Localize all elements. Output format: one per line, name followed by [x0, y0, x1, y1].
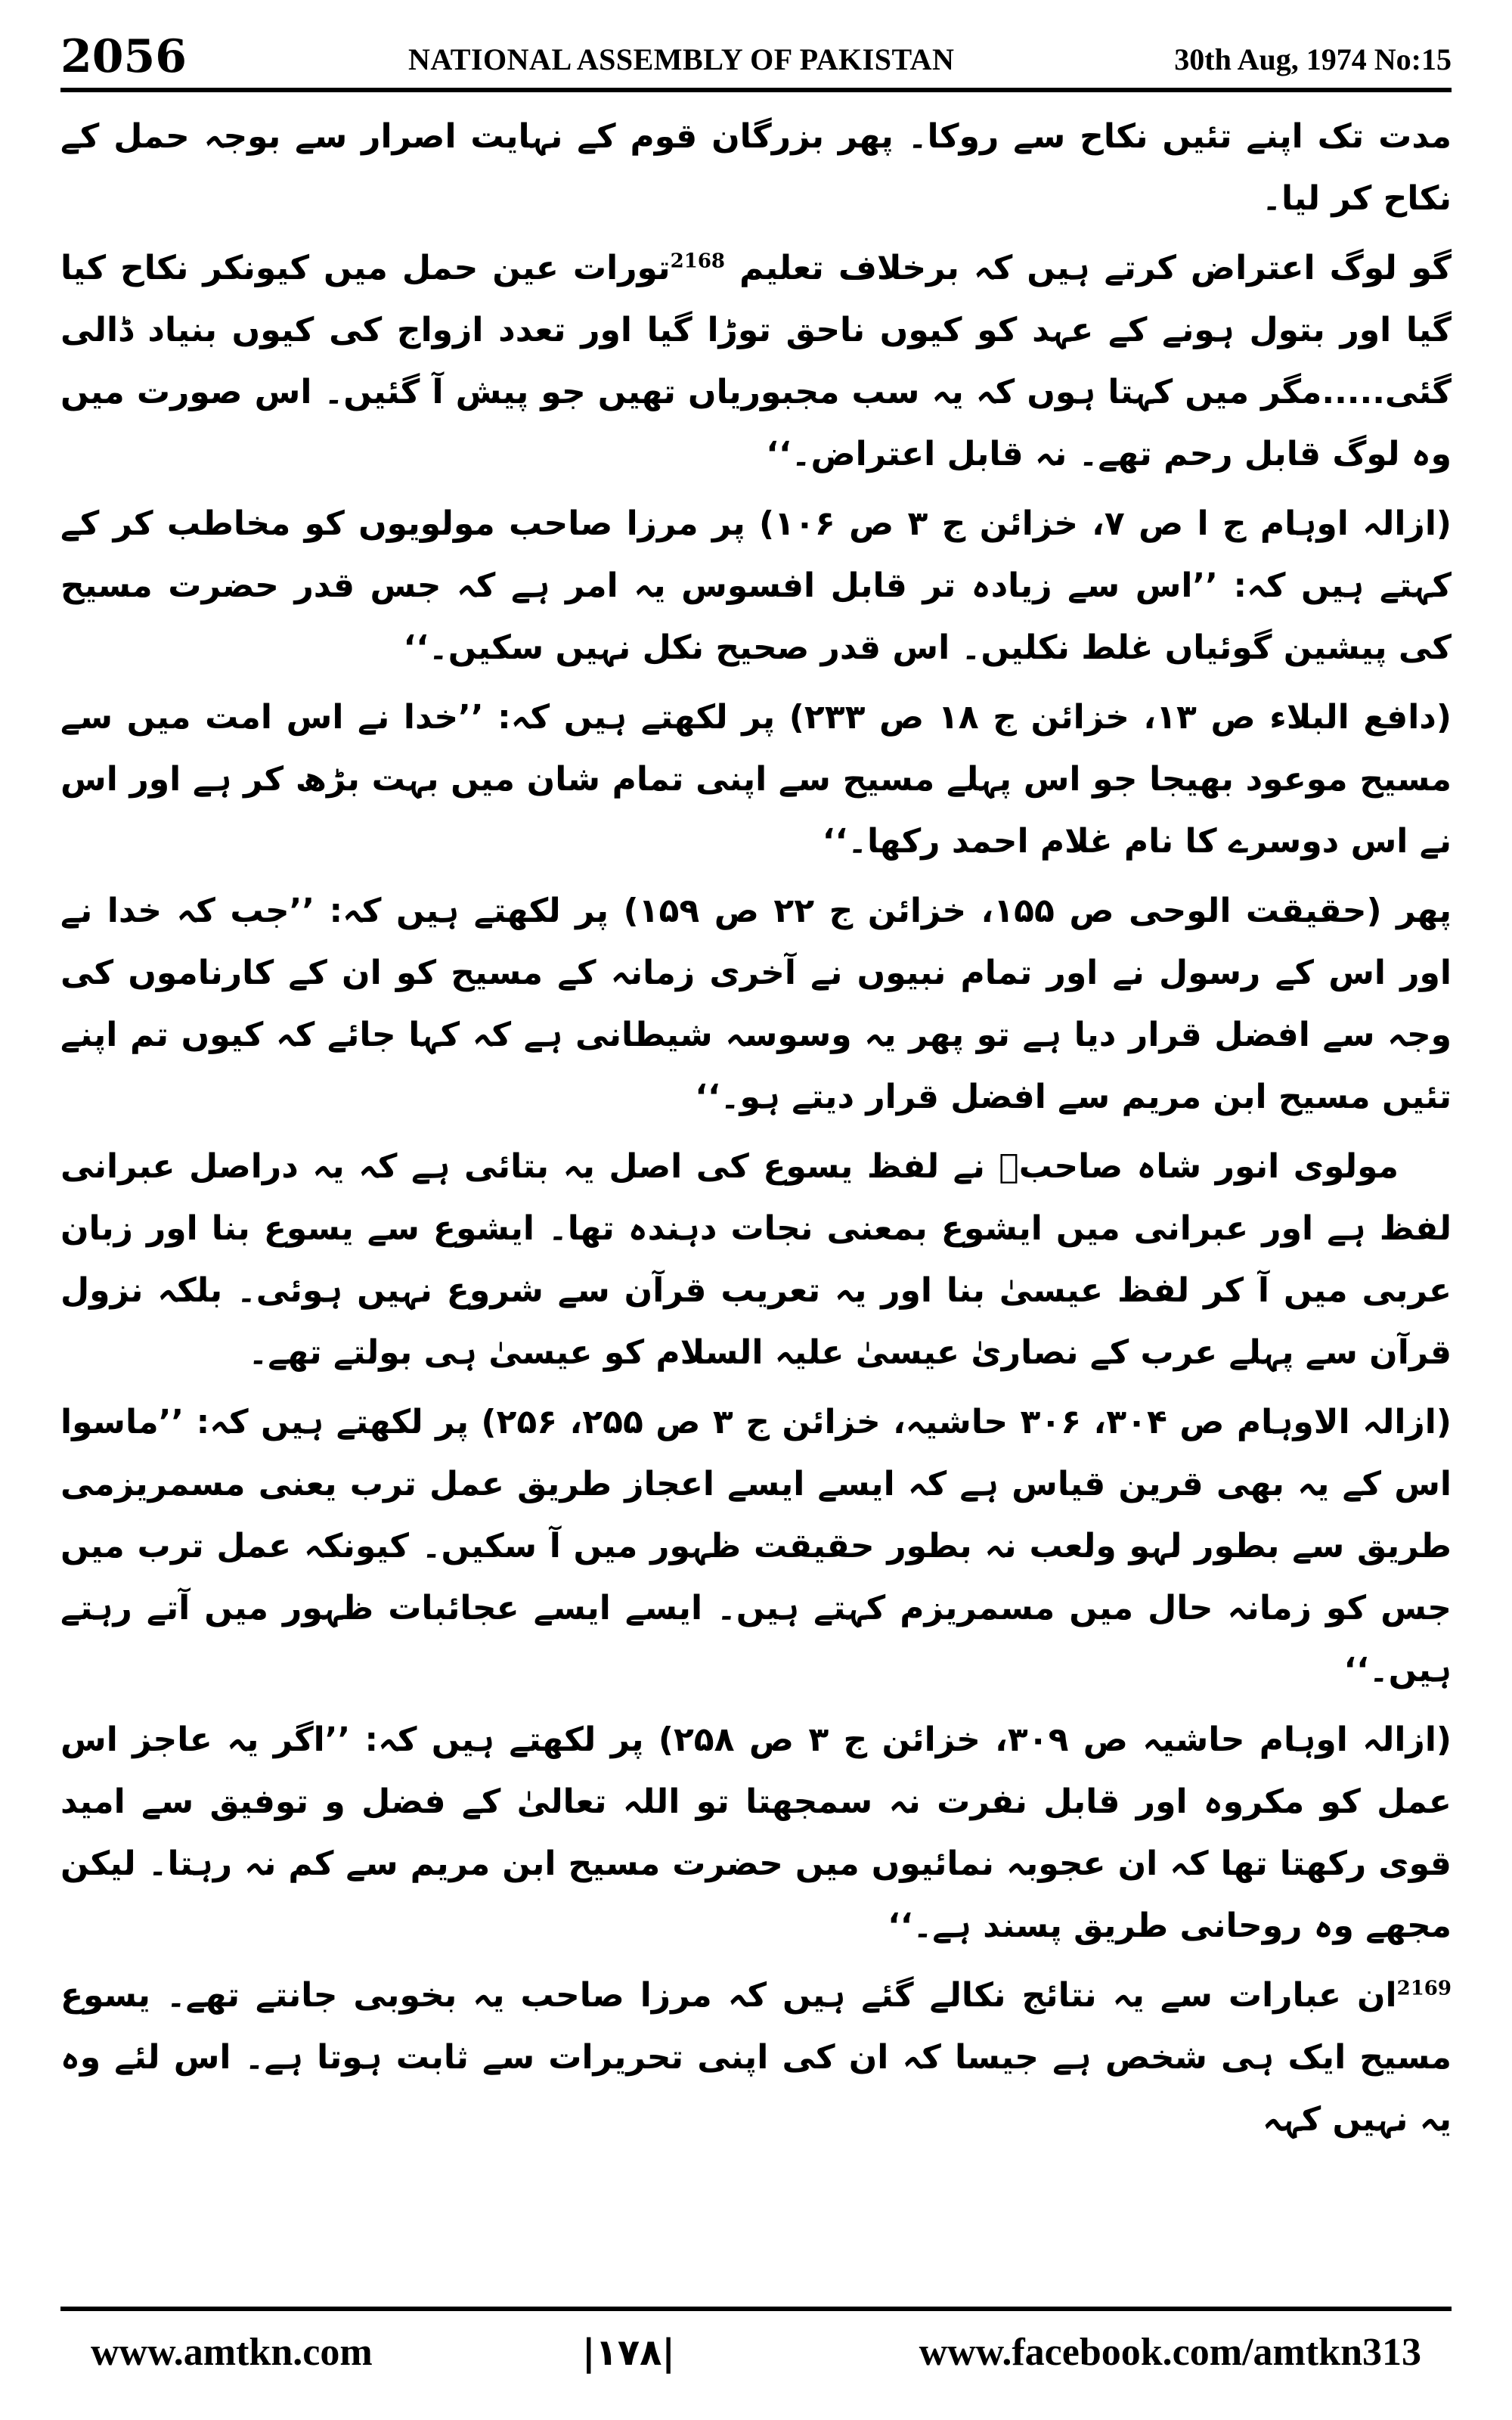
page-header [60, 30, 1452, 83]
paragraph-text: (ازالہ اوہام حاشیہ ص ۳۰۹، خزائن ج ۳ ص ۲۵۸) پر لکھتے ہیں کہ: ’’اگر یہ عاجز اس عمل کو مکروہ اور قابل نفرت نہ سمجھتا تو اللہ تعالیٰ کے فضل و توفیق سے امید قوی رکھتا تھا کہ ان عجوبہ نمائیوں میں حضرت مسیح ابن مریم سے کم نہ رہتا۔ لیکن مجھے وہ روحانی طریق پسند ہے۔‘‘ [60, 1720, 1452, 1945]
paragraph-text: پھر (حقیقت الوحی ص ۱۵۵، خزائن ج ۲۲ ص ۱۵۹) پر لکھتے ہیں کہ: ’’جب کہ خدا نے اور اس کے رسول نے اور تمام نبیوں نے آخری زمانہ کے مسیح کو ان کے کارناموں کی وجہ سے افضل قرار دیا ہے تو پھر یہ وسوسہ شیطانی ہے کہ کہا جائے کہ کیوں تم اپنے تئیں مسیح ابن مریم سے افضل قرار دیتے ہو۔‘‘ [60, 892, 1452, 1116]
paragraph-text: مدت تک اپنے تئیں نکاح سے روکا۔ پھر بزرگان قوم کے نہایت اصرار سے بوجہ حمل کے نکاح کر لیا۔ [60, 117, 1452, 218]
paragraph-2 [60, 237, 1452, 486]
paragraph-7 [60, 1392, 1452, 1702]
footer-page-number: |۱۷۸| [582, 2332, 675, 2374]
page-number: 2056 [60, 30, 187, 83]
footnote-marker: 2169 [1396, 1977, 1452, 2000]
footer-website-link[interactable]: www.amtkn.com [91, 2331, 373, 2374]
paragraph-text: ان عبارات سے یہ نتائج نکالے گئے ہیں کہ مرزا صاحب یہ بخوبی جانتے تھے۔ یسوع مسیح ایک ہی شخص ہے جیسا کہ ان کی اپنی تحریرات سے ثابت ہوتا ہے۔ اس لئے وہ یہ نہیں کہہ [60, 1976, 1452, 2139]
paragraph-1 [60, 106, 1452, 230]
paragraph-text: (ازالہ اوہام ج ا ص ۷، خزائن ج ۳ ص ۱۰۶) پر مرزا صاحب مولویوں کو مخاطب کر کے کہتے ہیں کہ: ’’اس سے زیادہ تر قابل افسوس یہ امر ہے کہ جس قدر حضرت مسیح کی پیشین گوئیاں غلط نکلیں۔ اس قدر صحیح نکل نہیں سکیں۔‘‘ [60, 504, 1452, 667]
paragraph-text: (ازالہ الاوہام ص ۳۰۴، ۳۰۶ حاشیہ، خزائن ج ۳ ص ۲۵۵، ۲۵۶) پر لکھتے ہیں کہ: ’’ماسوا اس کے یہ بھی قرین قیاس ہے کہ ایسے ایسے اعجاز طریق عمل ترب یعنی مسمریزمی طریق سے بطور لہو ولعب نہ بطور حقیقت ظہور میں آ سکیں۔ کیونکہ عمل ترب میں جس کو زمانہ حال میں مسمریزم کہتے ہیں۔ ایسے ایسے عجائبات ظہور میں آتے رہتے ہیں۔‘‘ [60, 1403, 1452, 1689]
header-title: NATIONAL ASSEMBLY OF PAKISTAN [408, 42, 955, 76]
paragraph-4 [60, 687, 1452, 873]
paragraph-text: گو لوگ اعتراض کرتے ہیں کہ برخلاف تعلیم [739, 249, 1452, 287]
document-body [60, 106, 1452, 2284]
paragraph-3 [60, 493, 1452, 679]
footer-facebook-link[interactable]: www.facebook.com/amtkn313 [919, 2331, 1421, 2374]
paragraph-text: تورات عین حمل میں کیونکر نکاح کیا گیا اور بتول ہونے کے عہد کو کیوں ناحق توڑا گیا اور تعدد ازواج کی کیوں بنیاد ڈالی گئی.....مگر میں کہتا ہوں کہ یہ سب مجبوریاں تھیں جو پیش آ گئیں۔ اس صورت میں وہ لوگ قابل رحم تھے۔ نہ قابل اعتراض۔‘‘ [60, 249, 1452, 473]
paragraph-text: (دافع البلاء ص ۱۳، خزائن ج ۱۸ ص ۲۳۳) پر لکھتے ہیں کہ: ’’خدا نے اس امت میں سے مسیح موعود بھیجا جو اس پہلے مسیح سے اپنی تمام شان میں بہت بڑھ کر ہے اور اس نے اس دوسرے کا نام غلام احمد رکھا۔‘‘ [60, 698, 1452, 861]
header-date-issue: 30th Aug, 1974 No:15 [1174, 42, 1452, 76]
paragraph-5 [60, 880, 1452, 1128]
paragraph-6 [60, 1136, 1452, 1384]
header-rule [60, 88, 1452, 92]
paragraph-text: مولوی انور شاہ صاحبؒ نے لفظ یسوع کی اصل یہ بتائی ہے کہ یہ دراصل عبرانی لفظ ہے اور عبرانی میں ایشوع بمعنی نجات دہندہ تھا۔ ایشوع سے یسوع بنا اور زبان عربی میں آ کر لفظ عیسیٰ بنا اور یہ تعریب قرآن سے شروع نہیں ہوئی۔ بلکہ نزول قرآن سے پہلے عرب کے نصاریٰ عیسیٰ علیہ السلام کو عیسیٰ ہی بولتے تھے۔ [60, 1147, 1452, 1372]
paragraph-9 [60, 1965, 1452, 2151]
paragraph-8 [60, 1709, 1452, 1957]
page-footer [60, 2326, 1452, 2379]
footnote-marker: 2168 [670, 250, 726, 273]
footer-rule [60, 2307, 1452, 2311]
